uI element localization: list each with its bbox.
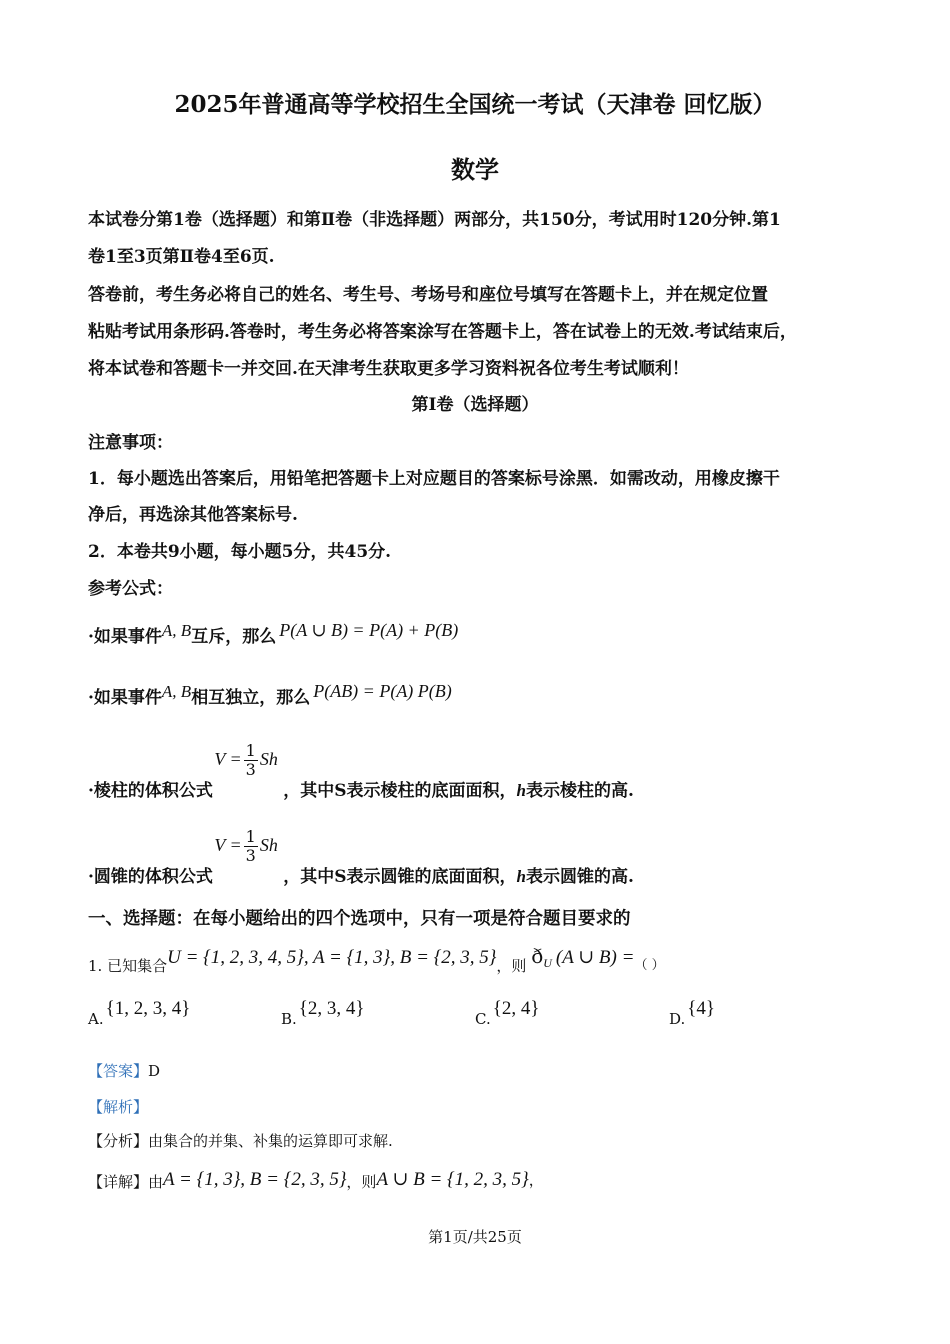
formula-4-prefix: ·圆锥的体积公式 bbox=[88, 867, 213, 887]
question-1-set-b: , B = {2, 3, 5} bbox=[390, 947, 497, 968]
question-1-blank: （ ） bbox=[634, 958, 665, 973]
formula-4-lhs: V = bbox=[214, 835, 242, 855]
question-1-set-u: U = {1, 2, 3, 4, 5} bbox=[167, 947, 304, 968]
answer-tag: 【答案】 bbox=[88, 1062, 149, 1080]
section-heading: 第I卷（选择题） bbox=[411, 395, 539, 415]
exam-title: 2025年普通高等学校招生全国统一考试（天津卷 回忆版） bbox=[174, 91, 776, 118]
analysis-tag: 【解析】 bbox=[88, 1098, 149, 1116]
detail-union: A ∪ B = {1, 2, 3, 5} bbox=[376, 1169, 529, 1190]
option-d[interactable] bbox=[669, 998, 716, 1028]
intro-line-2: 卷1至3页第Ⅱ卷4至6页. bbox=[88, 247, 275, 267]
formula-4-suffix-b: 表示圆锥的高. bbox=[526, 867, 634, 887]
formula-3 bbox=[88, 741, 634, 801]
formula-1-vars: A, B bbox=[161, 621, 192, 640]
formula-3-num: 1 bbox=[245, 741, 256, 760]
detail-tag: 【详解】由 bbox=[88, 1173, 164, 1191]
option-a-value: {1, 2, 3, 4} bbox=[105, 998, 191, 1019]
complement-subscript: U bbox=[543, 956, 552, 970]
formula-1-mid: 互斥，那么 bbox=[191, 627, 277, 647]
subject-title: 数学 bbox=[451, 155, 499, 184]
formula-4-num: 1 bbox=[245, 827, 256, 846]
option-c-value: {2, 4} bbox=[492, 998, 540, 1019]
formula-title: 参考公式： bbox=[88, 579, 173, 599]
notice-1b: 净后，再选涂其他答案标号. bbox=[88, 505, 298, 525]
option-d-value: {4} bbox=[687, 998, 716, 1019]
part-1-heading: 一、选择题：在每小题给出的四个选项中，只有一项是符合题目要求的 bbox=[88, 909, 631, 929]
question-1-complement-expr: (A ∪ B) = bbox=[555, 947, 635, 968]
formula-2 bbox=[88, 677, 452, 708]
formula-3-den: 3 bbox=[245, 760, 256, 779]
analysis-line: 【分析】由集合的并集、补集的运算即可求解. bbox=[88, 1132, 393, 1150]
option-b-label: B. bbox=[281, 1010, 297, 1028]
question-1-prefix: 1. 已知集合 bbox=[88, 957, 168, 975]
answer-value: D bbox=[148, 1062, 161, 1080]
page-footer: 第1页/共25页 bbox=[428, 1228, 522, 1246]
formula-1-expr: P(A ∪ B) = P(A) + P(B) bbox=[279, 620, 459, 640]
detail-set-a: A = {1, 3} bbox=[163, 1169, 241, 1190]
option-a-label: A. bbox=[88, 1010, 104, 1028]
option-a[interactable] bbox=[88, 998, 191, 1028]
formula-4-suffix-a: ，其中S表示圆锥的底面面积， bbox=[283, 867, 517, 887]
formula-4-fraction bbox=[244, 828, 258, 865]
formula-3-prefix: ·棱柱的体积公式 bbox=[88, 781, 213, 801]
notice-1a: 1．每小题选出答案后，用铅笔把答题卡上对应题目的答案标号涂黑．如需改动，用橡皮擦干 bbox=[88, 469, 780, 489]
notice-2: 2．本卷共9小题，每小题5分，共45分. bbox=[88, 542, 392, 562]
formula-3-h: h bbox=[516, 781, 526, 800]
formula-3-fraction bbox=[244, 742, 258, 779]
question-1-stem bbox=[88, 944, 665, 975]
intro-line-5: 将本试卷和答题卡一并交回.在天津考生获取更多学习资料祝各位考生考试顺利！ bbox=[88, 359, 689, 379]
formula-2-mid: 相互独立，那么 bbox=[191, 688, 311, 708]
formula-3-suffix-b: 表示棱柱的高. bbox=[526, 781, 634, 801]
formula-2-vars: A, B bbox=[161, 682, 192, 701]
formula-3-rhs: Sh bbox=[259, 749, 278, 769]
option-c[interactable] bbox=[475, 998, 540, 1028]
option-c-label: C. bbox=[475, 1010, 491, 1028]
formula-2-expr: P(AB) = P(A) P(B) bbox=[313, 681, 452, 701]
formula-2-prefix: ·如果事件 bbox=[88, 688, 162, 708]
option-d-label: D. bbox=[669, 1010, 686, 1028]
question-1-then: ，则 bbox=[496, 957, 527, 975]
detail-line bbox=[88, 1168, 544, 1191]
formula-3-suffix-a: ，其中S表示棱柱的底面面积， bbox=[283, 781, 517, 801]
complement-symbol: ð bbox=[531, 944, 544, 968]
detail-set-b: , B = {2, 3, 5} bbox=[240, 1169, 347, 1190]
formula-4 bbox=[88, 827, 634, 887]
formula-4-den: 3 bbox=[245, 846, 256, 865]
formula-4-h: h bbox=[516, 867, 526, 886]
intro-line-3: 答卷前，考生务必将自己的姓名、考生号、考场号和座位号填写在答题卡上，并在规定位置 bbox=[88, 285, 768, 305]
formula-1-prefix: ·如果事件 bbox=[88, 627, 162, 647]
question-1-set-a: , A = {1, 3} bbox=[303, 947, 391, 968]
intro-line-1: 本试卷分第1卷（选择题）和第Ⅱ卷（非选择题）两部分，共150分，考试用时120分钟.第1 bbox=[88, 210, 781, 230]
formula-3-lhs: V = bbox=[214, 749, 242, 769]
option-b-value: {2, 3, 4} bbox=[298, 998, 365, 1019]
detail-comma: ， bbox=[528, 1171, 544, 1189]
notice-title: 注意事项： bbox=[88, 433, 173, 453]
option-b[interactable] bbox=[281, 998, 365, 1028]
intro-line-4: 粘贴考试用条形码.答卷时，考生务必将答案涂写在答题卡上，答在试卷上的无效.考试结束后， bbox=[88, 322, 797, 342]
formula-1 bbox=[88, 616, 459, 647]
formula-4-rhs: Sh bbox=[259, 835, 278, 855]
detail-then: ，则 bbox=[346, 1173, 377, 1191]
answer-line bbox=[88, 1060, 160, 1081]
